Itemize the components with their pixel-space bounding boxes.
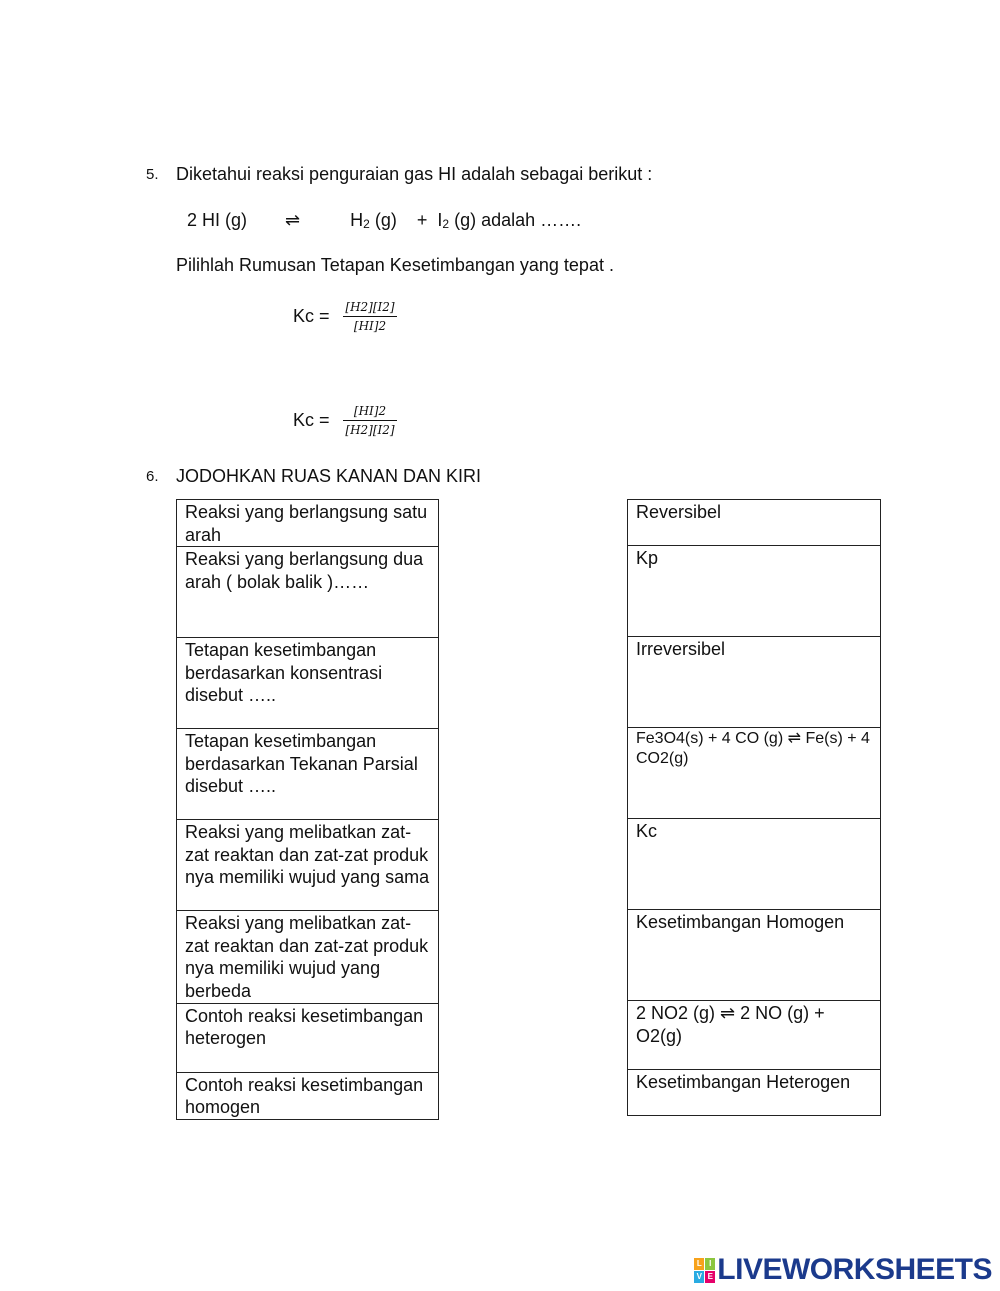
option-2-numerator: [HI]2 <box>353 404 387 418</box>
option-2-label[interactable]: Kc = <box>293 410 330 430</box>
option-2-denominator: [H2][I2] <box>345 423 395 437</box>
logo-block: E <box>705 1271 715 1283</box>
left-item[interactable]: Tetapan kesetimbangan berdasarkan Tekanan Parsial disebut ….. <box>177 729 439 820</box>
option-1-numerator: [H2][I2] <box>345 300 395 314</box>
right-item[interactable]: Kesetimbangan Heterogen <box>628 1070 881 1116</box>
right-item[interactable]: Kc <box>628 819 881 910</box>
left-item[interactable]: Reaksi yang berlangsung dua arah ( bolak balik )…… <box>177 547 439 638</box>
right-item[interactable]: Reversibel <box>628 500 881 546</box>
fraction-bar <box>343 316 397 317</box>
left-item[interactable]: Reaksi yang melibatkan zat-zat reaktan dan zat-zat produk nya memiliki wujud yang sama <box>177 820 439 911</box>
equilibrium-arrow-icon: ⇌ <box>285 210 301 230</box>
logo-block: I <box>705 1258 715 1270</box>
left-item[interactable]: Contoh reaksi kesetimbangan heterogen <box>177 1003 439 1072</box>
left-item[interactable]: Contoh reaksi kesetimbangan homogen <box>177 1072 439 1119</box>
option-1-denominator: [HI]2 <box>353 319 387 333</box>
question-5-instruction: Pilihlah Rumusan Tetapan Kesetimbangan yang tepat . <box>176 255 614 275</box>
equation-reactant: 2 HI (g) <box>187 210 248 230</box>
right-item[interactable]: 2 NO2 (g) ⇌ 2 NO (g) + O2(g) <box>628 1001 881 1070</box>
left-column-table <box>176 499 439 1120</box>
option-1-label[interactable]: Kc = <box>293 306 330 326</box>
question-number-5: 5. <box>146 166 159 183</box>
question-5-prompt: Diketahui reaksi penguraian gas HI adalah sebagai berikut : <box>176 164 653 184</box>
equation-h: H <box>350 210 364 230</box>
logo-text: LIVEWORKSHEETS <box>717 1253 992 1286</box>
right-item[interactable]: Kp <box>628 546 881 637</box>
option-2-fraction[interactable] <box>343 404 397 437</box>
right-item[interactable]: Fe3O4(s) + 4 CO (g) ⇌ Fe(s) + 4 CO2(g) <box>628 728 881 819</box>
reaction-equation <box>187 210 581 231</box>
question-number-6: 6. <box>146 468 159 485</box>
logo-block: L <box>694 1258 704 1270</box>
equation-i-subscript: 2 <box>442 217 450 231</box>
left-item[interactable]: Tetapan kesetimbangan berdasarkan konsentrasi disebut ….. <box>177 638 439 729</box>
equation-h-subscript: 2 <box>363 217 370 231</box>
fraction-bar <box>343 420 397 421</box>
right-column-table <box>627 499 881 1116</box>
equation-mid: (g) + I <box>369 210 443 230</box>
question-6-title: JODOHKAN RUAS KANAN DAN KIRI <box>176 466 482 486</box>
logo-block: V <box>694 1271 704 1283</box>
left-item[interactable]: Reaksi yang melibatkan zat-zat reaktan dan zat-zat produk nya memiliki wujud yang berbeda <box>177 911 439 1003</box>
left-item[interactable]: Reaksi yang berlangsung satu arah <box>177 500 439 547</box>
liveworksheets-logo <box>694 1253 992 1287</box>
right-item[interactable]: Kesetimbangan Homogen <box>628 910 881 1001</box>
equation-tail: (g) adalah ……. <box>449 210 582 230</box>
right-item[interactable]: Irreversibel <box>628 637 881 728</box>
logo-blocks-icon <box>694 1258 715 1283</box>
option-1-fraction[interactable] <box>343 300 397 333</box>
